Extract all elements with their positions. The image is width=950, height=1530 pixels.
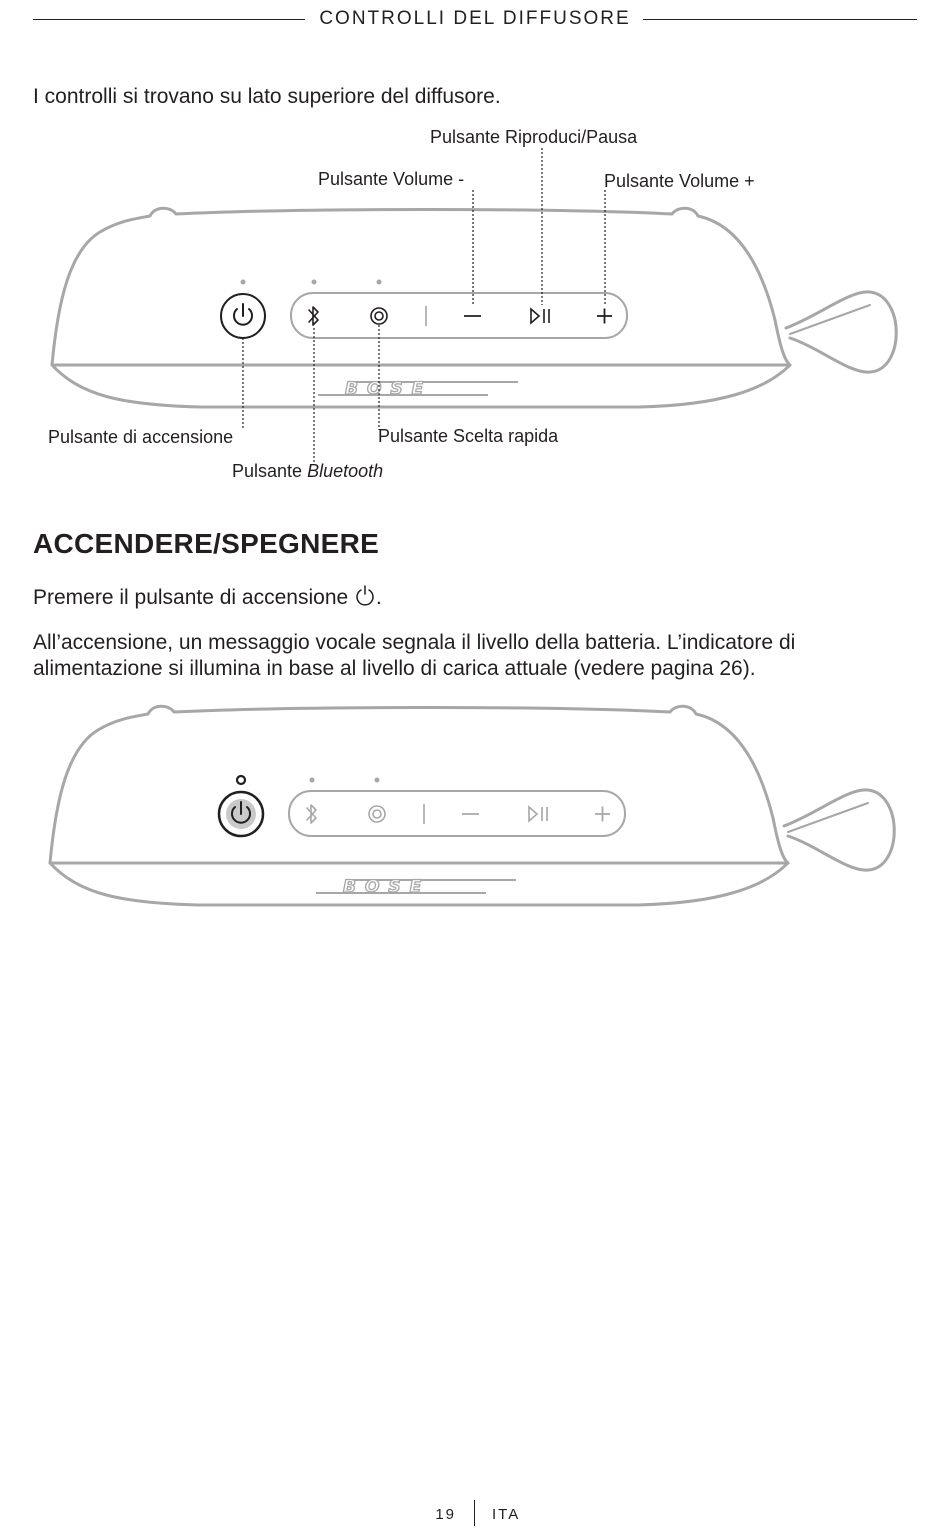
paragraph-power-end: . — [376, 586, 382, 609]
intro-text: I controlli si trovano su lato superiore del diffusore. — [33, 85, 501, 108]
bluetooth-indicator-dot — [310, 778, 315, 783]
svg-text:BOSE: BOSE — [343, 877, 431, 897]
play-pause-icon — [529, 807, 547, 821]
power-icon — [234, 304, 252, 325]
bluetooth-icon — [307, 805, 316, 823]
label-bluetooth-italic: Bluetooth — [307, 461, 384, 481]
power-indicator-dot — [241, 280, 246, 285]
paragraph-power-press — [33, 584, 913, 611]
label-play-pause: Pulsante Riproduci/Pausa — [430, 127, 638, 147]
speaker-power-diagram — [0, 700, 950, 920]
speaker-illustration-power — [0, 700, 950, 920]
bluetooth-indicator-dot — [312, 280, 317, 285]
header-title: CONTROLLI DEL DIFFUSORE — [319, 8, 631, 29]
bluetooth-icon — [309, 307, 318, 325]
shortcut-indicator-dot — [377, 280, 382, 285]
footer-separator — [474, 1500, 475, 1526]
plus-icon — [595, 807, 610, 822]
paragraph-power-text: Premere il pulsante di accensione — [33, 586, 349, 609]
label-volume-minus: Pulsante Volume - — [318, 169, 465, 189]
label-volume-plus: Pulsante Volume + — [604, 171, 755, 191]
paragraph-battery-info: All’accensione, un messaggio vocale segnala il livello della batteria. L’indicatore di alimentazione si illumina in base al livello di carica attuale (vedere pagina 26). — [33, 631, 796, 680]
strap-loop — [786, 292, 896, 372]
control-strip — [289, 791, 625, 836]
shortcut-icon-inner — [373, 810, 381, 818]
speaker-controls-diagram — [0, 120, 950, 500]
svg-text:BOSE: BOSE — [345, 379, 433, 399]
footer-language: ITA — [492, 1506, 521, 1523]
header-rule-right — [643, 19, 917, 20]
bose-logo — [316, 877, 516, 897]
shortcut-icon-outer — [369, 806, 385, 822]
label-bluetooth-prefix: Pulsante — [232, 461, 303, 481]
page-header — [33, 8, 917, 30]
bose-logo — [318, 379, 518, 399]
play-pause-icon — [531, 309, 549, 323]
plus-icon — [597, 309, 612, 324]
control-strip — [291, 293, 627, 338]
label-shortcut: Pulsante Scelta rapida — [378, 426, 559, 446]
shortcut-indicator-dot — [375, 778, 380, 783]
shortcut-icon-outer — [371, 308, 387, 324]
section-title: ACCENDERE/SPEGNERE — [33, 528, 380, 559]
page-footer — [0, 1500, 950, 1530]
power-indicator-light — [237, 776, 245, 784]
label-bluetooth — [232, 461, 383, 482]
power-icon — [354, 584, 376, 606]
label-power: Pulsante di accensione — [48, 427, 234, 447]
page-number: 19 — [435, 1506, 456, 1523]
shortcut-icon-inner — [375, 312, 383, 320]
speaker-body-outline — [52, 208, 790, 365]
